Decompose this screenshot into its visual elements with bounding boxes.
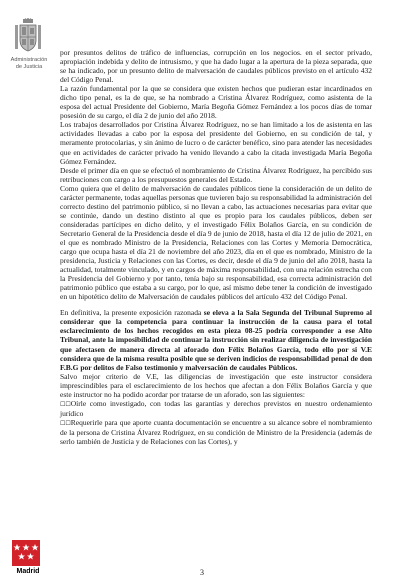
sidebar (0, 0, 56, 586)
comunidad-de-madrid-logo-icon (12, 540, 40, 566)
document-body (60, 48, 372, 446)
organization-name (2, 57, 56, 70)
organization-name-line2: de Justicia (15, 63, 43, 70)
list-item-2 (60, 418, 372, 446)
page-number: 3 (200, 568, 204, 577)
paragraph-6 (60, 308, 372, 371)
paragraph-6-bold: se eleva a la Sala Segunda del Tribunal Supremo al considerar que la competencia para continuar la instrucción de la causa para el total esclarecimiento de los hechos recogidos en esta pieza 08-25 podría corresponder a ese Alto Tribunal, ante la imposibilidad de continuar la instrucción sin realizar diligencia de investigación que afectasen de manera directa al aforado don Félix Bolaños García, todo ello por si V.E considera que de la misma resulta posible que se deriven indicios de responsabilidad penal de don F.B.G por delitos de Falso testimonio y malversación de caudales Públicos. (60, 308, 372, 372)
paragraph-1: por presuntos delitos de tráfico de influencias, corrupción en los negocios. en el sector privado, apropiación indebida y delito de intrusismo, y que ha dado lugar a la apertura de la pieza separada, que se ha indicado, por un presunto delito de malversación de caudales públicos previsto en el artículo 432 del Código Penal. (60, 48, 372, 85)
madrid-logo-label: Madrid (16, 568, 40, 575)
list-item-1-text: Oírle como investigado, con todas las garantías y derechos previstos en nuestro ordenamiento jurídico (60, 398, 372, 418)
paragraph-4: Desde el primer día en que se efectuó el nombramiento de Cristina Álvarez Rodríguez, ha percibido sus retribuciones con cargo a los presupuestos generales del Estado. (60, 165, 372, 184)
spanish-coat-of-arms-icon (14, 18, 42, 54)
paragraph-5: Como quiera que el delito de malversación de caudales públicos tiene la consideración de un delito de carácter permanente, todas aquellas personas que tuvieren bajo su responsabilidad la administración del correcto destino del patrimonio público, si no llevan a cabo, las actuaciones necesarias para evitar que se continúe, dando un destino distinto al que es propio para los caudales públicos, deben ser consideradas partícipes en dicho delito, y el investigado Félix Bolaños García, en su condición de Secretario General de la Presidencia desde el día 9 de junio de 2018, hasta el día 12 de julio de 2021, en el que es nombrado Ministro de la Presidencia, Relaciones con las Cortes y Memoria Democrática, cargo que ocupa hasta el día 21 de noviembre del año 2023, día en el que es nombrado, Ministro de la presidencia, Justicia y Relaciones con las Cortes, es decir, desde el día 9 de junio del año 2018, hasta la actualidad, totalmente vinculado, y en cargos de máxima responsabilidad, con una relación estrecha con la Presidencia del Gobierno y por tanto, tenía bajo su responsabilidad, esa correcta administración del patrimonio público que estaba a su cargo, por lo que, así mismo debe tener la condición de investigado en un hipotético delito de Malversación de caudales públicos del artículo 432 del Código Penal. (60, 183, 372, 302)
list-item-1 (60, 399, 372, 418)
organization-name-line1: Administración (10, 57, 48, 63)
paragraph-7: Salvo mejor criterio de V.E, las diligencias de investigación que este instructor considera imprescindibles para el esclarecimiento de los hechos que afectan a don Félix Bolaños García y que este instructor no ha podido acordar por tratarse de un aforado, son las siguientes: (60, 371, 372, 399)
paragraph-3: Los trabajos desarrollados por Cristina Álvarez Rodríguez, no se han limitado a los de asistenta en las actividades llevadas a cabo por la esposa del presidente del Gobierno, en su condición de tal, y meramente protocolarias, y sin ánimo de lucro o de carácter benéfico, sino para atender las necesidades que en actividades de carácter privado ha venido llevando a cabo la citada investigada María Begoña Gómez Fernández. (60, 120, 372, 166)
checkbox-icon: ☐☐ (60, 400, 71, 408)
paragraph-6-lead: En definitiva, la presente exposición razonada (60, 308, 204, 318)
list-item-2-text: Requerirle para que aporte cuanta documentación se encuentre a su alcance sobre el nombramiento de la persona de Cristina Álvarez Rodríguez, en su condición de Ministro de la Presidencia (además de serlo también de Justicia y de Relaciones con las Cortes), y (60, 417, 372, 446)
checkbox-icon: ☐☐ (60, 419, 71, 427)
paragraph-2: La razón fundamental por la que se considera que existen hechos que pudieran estar incardinados en dicho tipo penal, es la de que, se ha nombrado a Cristina Álvarez Rodríguez, como asistenta de la esposa del actual Presidente del Gobierno, María Begoña Gómez Fernández a los pocos días de tomar posesión de su cargo, el día 2 de junio del año 2018. (60, 84, 372, 121)
